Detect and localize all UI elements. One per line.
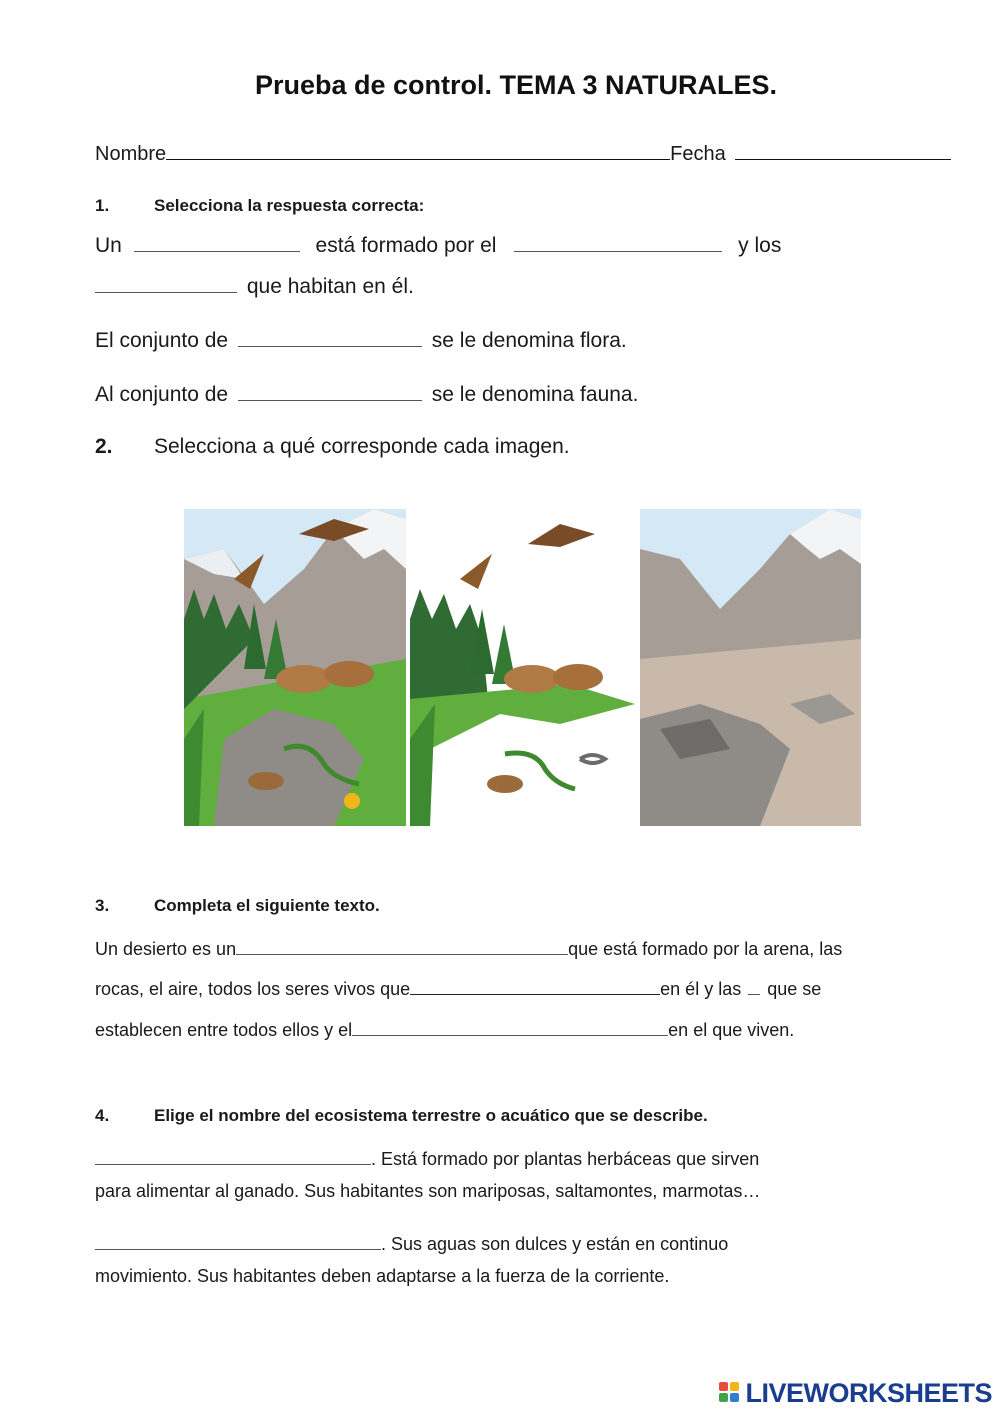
q3-heading: Completa el siguiente texto. [154, 896, 380, 915]
q3-blank-medio[interactable] [352, 1017, 668, 1036]
q1-line1 [95, 233, 781, 258]
q4-heading: Elige el nombre del ecosistema terrestre o acuático que se describe. [154, 1106, 708, 1125]
liveworksheets-logo-text: LIVEWORKSHEETS [745, 1378, 992, 1408]
q1-line4 [95, 382, 638, 407]
q2-heading: Selecciona a qué corresponde cada imagen. [154, 435, 570, 458]
q3-text-que-se: que se [767, 979, 822, 999]
q3-line2 [95, 976, 821, 1000]
q1-heading-row [95, 196, 425, 216]
date-field[interactable] [735, 139, 951, 160]
ecosystem-image-no-abiotic[interactable] [410, 509, 635, 826]
q3-text-desierto: Un desierto es un [95, 939, 237, 959]
q3-text-en-el: en él y las [660, 979, 742, 999]
q4-item2-text-a: . Sus aguas son dulces y están en continuo [381, 1234, 729, 1254]
q1-number: 1. [95, 196, 110, 215]
q3-number: 3. [95, 896, 110, 915]
q1-line2 [95, 274, 414, 299]
q3-blank-ecosistema[interactable] [236, 936, 568, 955]
q3-text-establecen: establecen entre todos ellos y el [95, 1020, 353, 1040]
q1-blank-ecosystem[interactable] [134, 233, 300, 252]
name-row [95, 139, 951, 166]
ecosystem-image-complete[interactable] [184, 509, 406, 826]
q4-item1-line2: para alimentar al ganado. Sus habitantes son mariposas, saltamontes, marmotas… [95, 1181, 761, 1201]
q4-blank-pradera[interactable] [95, 1146, 371, 1165]
name-label: Nombre [95, 143, 167, 165]
q3-blank-habitan[interactable] [410, 976, 660, 995]
q1-text-fauna-b: se le denomina fauna. [431, 383, 639, 406]
q4-item2-line1 [95, 1231, 728, 1255]
ecosystem-image-no-living[interactable] [640, 509, 861, 826]
q4-item2-line2: movimiento. Sus habitantes deben adaptarse a la fuerza de la corriente. [95, 1266, 670, 1286]
q3-heading-row [95, 896, 380, 916]
q4-blank-rio[interactable] [95, 1231, 381, 1250]
date-label: Fecha [670, 143, 726, 165]
q4-number: 4. [95, 1106, 110, 1125]
q3-blank-relaciones[interactable] [748, 976, 760, 995]
q1-blank-flora[interactable] [238, 328, 422, 347]
q1-text-y-los: y los [738, 234, 782, 257]
q1-text-un: Un [95, 234, 122, 257]
q1-blank-seres[interactable] [95, 274, 237, 293]
liveworksheets-logo[interactable] [719, 1378, 992, 1409]
q4-heading-row [95, 1106, 708, 1126]
q1-text-flora-b: se le denomina flora. [431, 329, 627, 352]
q1-text-flora-a: El conjunto de [95, 329, 229, 352]
q1-text-formado: está formado por el [315, 234, 497, 257]
q1-blank-medio[interactable] [514, 233, 722, 252]
q4-item1-line1 [95, 1146, 759, 1170]
q4-item1-text-a: . Está formado por plantas herbáceas que sirven [371, 1149, 760, 1169]
liveworksheets-logo-icon [719, 1382, 741, 1404]
q2-heading-row [95, 435, 570, 459]
q3-text-arena: que está formado por la arena, las [568, 939, 843, 959]
page-title: Prueba de control. TEMA 3 NATURALES. [254, 70, 778, 100]
q2-number: 2. [95, 435, 113, 458]
q1-line3 [95, 328, 627, 353]
q3-line1 [95, 936, 842, 960]
q1-text-fauna-a: Al conjunto de [95, 383, 229, 406]
name-field[interactable] [166, 139, 670, 160]
q1-heading: Selecciona la respuesta correcta: [154, 196, 425, 215]
q3-text-rocas: rocas, el aire, todos los seres vivos que [95, 979, 411, 999]
q1-text-habitan: que habitan en él. [246, 275, 414, 298]
q3-text-viven: en el que viven. [668, 1020, 795, 1040]
q1-blank-fauna[interactable] [238, 382, 422, 401]
q3-line3 [95, 1017, 794, 1041]
